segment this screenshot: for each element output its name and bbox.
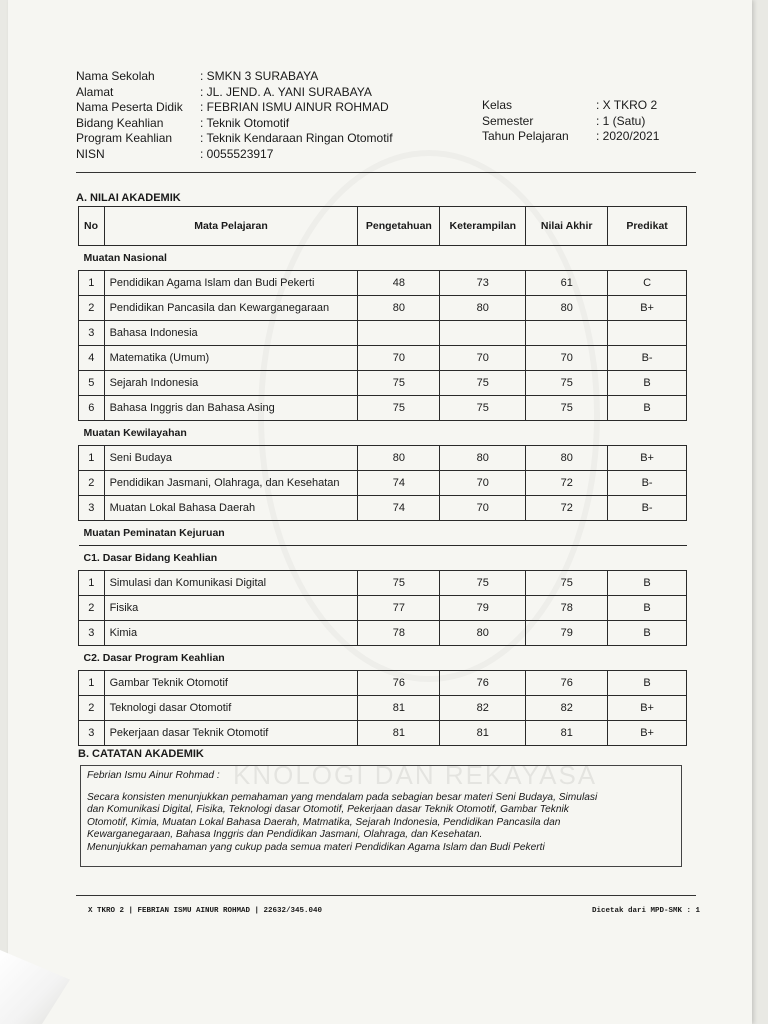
grade-predicate: B- — [608, 496, 687, 521]
info-label: Tahun Pelajaran — [482, 129, 569, 143]
info-value: : SMKN 3 SURABAYA — [200, 69, 319, 83]
row-number: 1 — [79, 571, 105, 596]
row-number: 3 — [79, 721, 105, 746]
score-knowledge: 76 — [358, 671, 440, 696]
footer-left: X TKRO 2 | FEBRIAN ISMU AINUR ROHMAD | 22632/345.040 — [88, 907, 323, 915]
info-value: : JL. JEND. A. YANI SURABAYA — [200, 84, 372, 99]
score-skill — [440, 321, 526, 346]
footer-right: Dicetak dari MPD-SMK : 1 — [591, 907, 700, 915]
score-final: 76 — [526, 671, 608, 696]
score-skill: 70 — [440, 346, 526, 371]
info-value: : Teknik Otomotif — [200, 115, 290, 130]
row-number: 3 — [79, 321, 105, 346]
info-label: Nama Sekolah — [76, 69, 155, 83]
score-knowledge: 75 — [358, 571, 440, 596]
info-row — [76, 69, 393, 85]
grade-predicate: B+ — [608, 296, 687, 321]
info-label: Kelas — [482, 98, 513, 112]
subject-name: Sejarah Indonesia — [104, 371, 358, 396]
score-skill: 76 — [440, 671, 526, 696]
score-skill: 80 — [440, 446, 526, 471]
column-header: Predikat — [608, 207, 687, 246]
info-value: : FEBRIAN ISMU AINUR ROHMAD — [200, 100, 389, 114]
score-final: 79 — [526, 621, 608, 646]
table-row — [79, 571, 687, 596]
score-skill: 82 — [440, 696, 526, 721]
column-header: No — [79, 207, 105, 246]
row-number: 2 — [79, 696, 105, 721]
section-b-title: B. CATATAN AKADEMIK — [78, 748, 204, 760]
table-row — [79, 671, 687, 696]
grade-predicate: B — [608, 621, 687, 646]
score-final: 75 — [526, 571, 608, 596]
score-skill: 79 — [440, 596, 526, 621]
subject-name: Pekerjaan dasar Teknik Otomotif — [104, 721, 358, 746]
watermark-text: KNOLOGI DAN REKAYASA — [233, 760, 598, 790]
info-row — [482, 98, 659, 114]
notes-line: dan Komunikasi Digital, Fisika, Teknologi dasar Otomotif, Pekerjaan dasar Teknik Otomotif, Gambar Teknik — [87, 804, 569, 815]
grade-predicate: B+ — [608, 696, 687, 721]
grade-predicate: C — [608, 271, 687, 296]
group-row — [79, 521, 687, 546]
info-value: : 2020/2021 — [596, 129, 660, 143]
score-final: 61 — [526, 271, 608, 296]
table-row — [79, 471, 687, 496]
score-final: 80 — [526, 296, 608, 321]
group-row — [79, 546, 687, 571]
info-row — [482, 114, 659, 130]
score-final — [526, 321, 608, 346]
grade-predicate: B- — [608, 346, 687, 371]
score-final: 72 — [526, 496, 608, 521]
grade-predicate: B — [608, 596, 687, 621]
subject-name: Matematika (Umum) — [104, 346, 358, 371]
row-number: 1 — [79, 271, 105, 296]
column-header: Keterampilan — [440, 207, 526, 246]
score-final: 70 — [526, 346, 608, 371]
info-label: Nama Peserta Didik — [76, 100, 183, 114]
grades-table — [78, 206, 687, 746]
subject-name: Fisika — [104, 596, 358, 621]
grade-predicate: B- — [608, 471, 687, 496]
score-skill: 70 — [440, 496, 526, 521]
score-knowledge: 74 — [358, 471, 440, 496]
notes-line: Menunjukkan pemahaman yang cukup pada semua materi Pendidikan Agama Islam dan Budi Pekerti — [87, 841, 545, 853]
grade-predicate: B — [608, 571, 687, 596]
subject-name: Pendidikan Pancasila dan Kewarganegaraan — [104, 296, 358, 321]
footer-divider — [76, 895, 696, 896]
table-row — [79, 296, 687, 321]
column-header: Mata Pelajaran — [104, 207, 358, 246]
subject-name: Teknologi dasar Otomotif — [104, 696, 358, 721]
info-value: : X TKRO 2 — [596, 98, 658, 112]
subject-name: Simulasi dan Komunikasi Digital — [104, 571, 358, 596]
grade-predicate: B — [608, 371, 687, 396]
row-number: 2 — [79, 296, 105, 321]
group-title: Muatan Peminatan Kejuruan — [79, 521, 687, 546]
info-row — [76, 100, 393, 116]
score-final: 82 — [526, 696, 608, 721]
score-final: 75 — [526, 396, 608, 421]
score-skill: 80 — [440, 296, 526, 321]
info-label: Semester — [482, 113, 534, 128]
score-skill: 80 — [440, 621, 526, 646]
score-skill: 75 — [440, 371, 526, 396]
score-skill: 81 — [440, 721, 526, 746]
table-row — [79, 496, 687, 521]
subject-name: Gambar Teknik Otomotif — [104, 671, 358, 696]
info-row — [76, 85, 393, 101]
page-footer — [88, 907, 700, 915]
notes-student-name: Febrian Ismu Ainur Rohmad : — [87, 770, 220, 781]
row-number: 3 — [79, 621, 105, 646]
info-label: Program Keahlian — [76, 131, 173, 145]
group-title: C1. Dasar Bidang Keahlian — [79, 546, 687, 571]
academic-notes-box — [80, 765, 682, 867]
row-number: 4 — [79, 346, 105, 371]
group-row — [79, 246, 687, 271]
table-row — [79, 371, 687, 396]
group-title: Muatan Kewilayahan — [79, 421, 687, 446]
notes-line: Otomotif, Kimia, Muatan Lokal Bahasa Daerah, Matmatika, Sejarah Indonesia, Pendidikan Pancasila dan — [87, 816, 561, 828]
score-final: 81 — [526, 721, 608, 746]
row-number: 5 — [79, 371, 105, 396]
table-row — [79, 396, 687, 421]
student-info — [76, 69, 393, 162]
row-number: 1 — [79, 446, 105, 471]
column-header: Pengetahuan — [358, 207, 440, 246]
score-knowledge: 80 — [358, 446, 440, 471]
row-number: 1 — [79, 671, 105, 696]
score-knowledge: 77 — [358, 596, 440, 621]
info-label: Alamat — [76, 84, 114, 99]
group-row — [79, 421, 687, 446]
section-a-title: A. NILAI AKADEMIK — [76, 192, 181, 204]
info-row — [76, 147, 393, 163]
score-knowledge — [358, 321, 440, 346]
score-final: 72 — [526, 471, 608, 496]
score-knowledge: 81 — [358, 696, 440, 721]
grade-predicate: B+ — [608, 721, 687, 746]
subject-name: Bahasa Inggris dan Bahasa Asing — [104, 396, 358, 421]
score-knowledge: 48 — [358, 271, 440, 296]
table-row — [79, 696, 687, 721]
subject-name: Seni Budaya — [104, 446, 358, 471]
header-divider — [76, 172, 696, 173]
table-row — [79, 446, 687, 471]
group-title: Muatan Nasional — [79, 246, 687, 271]
info-label: Bidang Keahlian — [76, 115, 164, 130]
column-header: Nilai Akhir — [526, 207, 608, 246]
subject-name: Kimia — [104, 621, 358, 646]
score-knowledge: 80 — [358, 296, 440, 321]
score-knowledge: 75 — [358, 396, 440, 421]
info-value: : 1 (Satu) — [596, 113, 646, 128]
group-title: C2. Dasar Program Keahlian — [79, 646, 687, 671]
table-row — [79, 721, 687, 746]
info-value: : 0055523917 — [200, 146, 274, 161]
subject-name: Bahasa Indonesia — [104, 321, 358, 346]
grade-predicate: B — [608, 396, 687, 421]
row-number: 3 — [79, 496, 105, 521]
grade-predicate: B — [608, 671, 687, 696]
score-skill: 70 — [440, 471, 526, 496]
grade-predicate — [608, 321, 687, 346]
subject-name: Pendidikan Agama Islam dan Budi Pekerti — [104, 271, 358, 296]
table-row — [79, 596, 687, 621]
score-knowledge: 81 — [358, 721, 440, 746]
row-number: 6 — [79, 396, 105, 421]
info-row — [76, 131, 393, 147]
info-label: NISN — [76, 146, 105, 161]
info-row — [482, 129, 659, 145]
score-final: 80 — [526, 446, 608, 471]
score-skill: 75 — [440, 396, 526, 421]
class-info — [482, 98, 659, 145]
table-row — [79, 321, 687, 346]
score-skill: 75 — [440, 571, 526, 596]
score-final: 78 — [526, 596, 608, 621]
info-value: : Teknik Kendaraan Ringan Otomotif — [200, 131, 393, 145]
row-number: 2 — [79, 596, 105, 621]
score-final: 75 — [526, 371, 608, 396]
score-knowledge: 78 — [358, 621, 440, 646]
score-knowledge: 75 — [358, 371, 440, 396]
notes-line: Kewarganegaraan, Bahasa Inggris dan Pendidikan Jasmani, Olahraga, dan Kesehatan. — [87, 829, 483, 840]
score-knowledge: 74 — [358, 496, 440, 521]
subject-name: Muatan Lokal Bahasa Daerah — [104, 496, 358, 521]
group-row — [79, 646, 687, 671]
table-row — [79, 621, 687, 646]
score-skill: 73 — [440, 271, 526, 296]
notes-line: Secara konsisten menunjukkan pemahaman yang mendalam pada sebagian besar materi Seni Budaya, Simulasi — [87, 791, 598, 803]
subject-name: Pendidikan Jasmani, Olahraga, dan Kesehatan — [104, 471, 358, 496]
info-row — [76, 116, 393, 132]
table-row — [79, 271, 687, 296]
table-row — [79, 346, 687, 371]
grade-predicate: B+ — [608, 446, 687, 471]
score-knowledge: 70 — [358, 346, 440, 371]
row-number: 2 — [79, 471, 105, 496]
